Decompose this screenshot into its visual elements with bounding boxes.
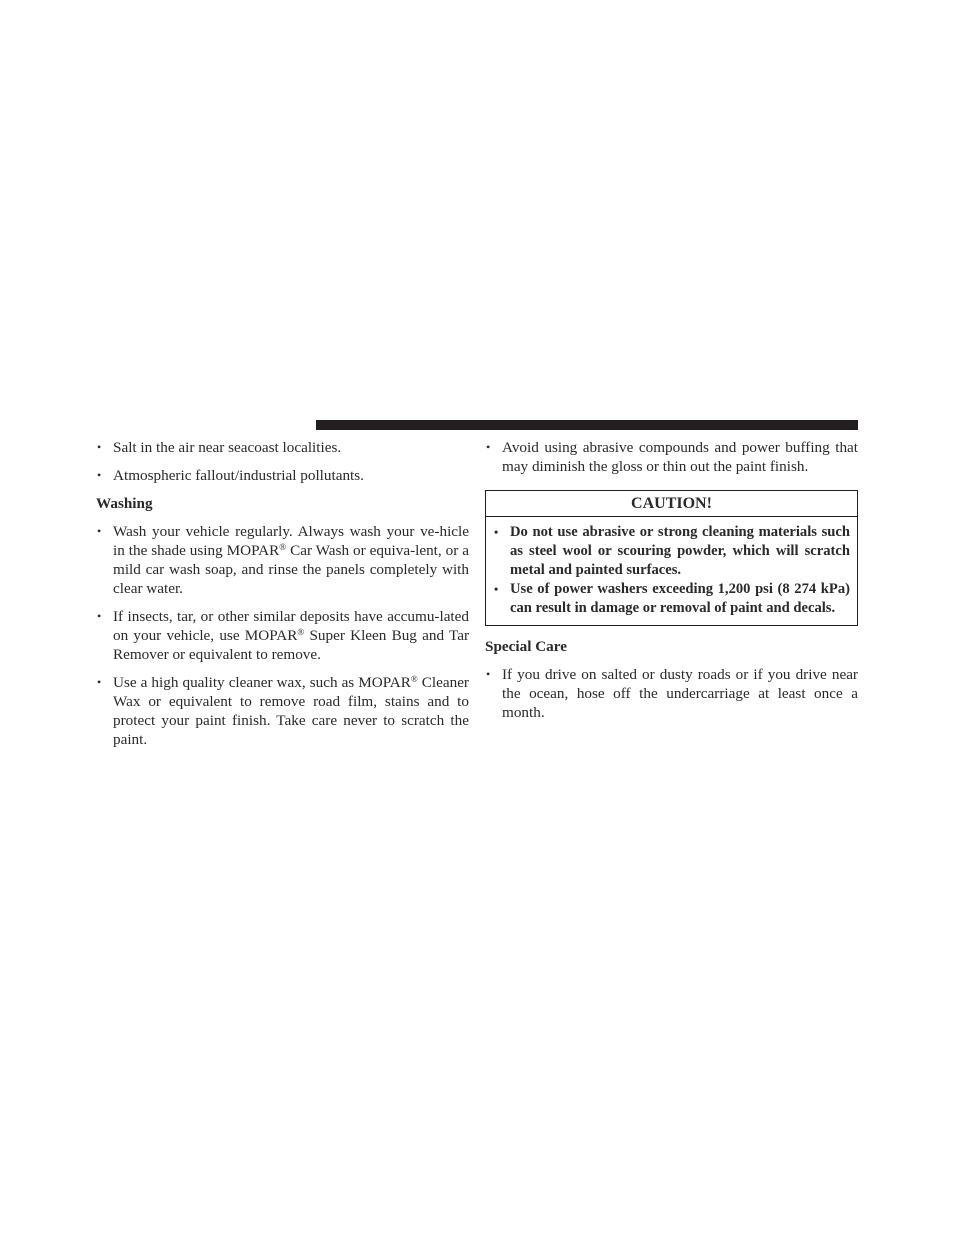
list-item: • If you drive on salted or dusty roads or if you drive near the ocean, hose off the undercarriage at least once a month. (486, 666, 858, 721)
left-column (96, 438, 469, 749)
caution-item: • Do not use abrasive or strong cleaning materials such as steel wool or scouring powder, which will scratch metal and painted surfaces. (494, 524, 850, 578)
list-item: • If insects, tar, or other similar deposits have accumu-lated on your vehicle, use MOPAR® Super Kleen Bug and Tar Remover or equivalent to remove. (97, 608, 469, 663)
section-heading-special-care: Special Care (485, 638, 567, 655)
header-rule (316, 420, 858, 430)
registered-mark: ® (279, 542, 287, 552)
bullet-icon: • (97, 440, 102, 454)
list-item: • Avoid using abrasive compounds and power buffing that may diminish the gloss or thin out the paint finish. (486, 439, 858, 475)
caution-body (486, 517, 857, 625)
caution-item: • Use of power washers exceeding 1,200 psi (8 274 kPa) can result in damage or removal of paint and decals. (494, 581, 850, 616)
list-item: • Atmospheric fallout/industrial pollutants. (97, 467, 364, 484)
bullet-icon: • (97, 675, 102, 689)
registered-mark: ® (410, 674, 418, 684)
caution-box (485, 490, 858, 626)
bullet-icon: • (97, 524, 102, 538)
bullet-icon: • (494, 582, 499, 596)
list-item: • Use a high quality cleaner wax, such as MOPAR® Cleaner Wax or equivalent to remove road film, stains and to protect your paint finish. Take care never to scratch the paint. (97, 674, 469, 748)
list-item: • Wash your vehicle regularly. Always wash your ve-hicle in the shade using MOPAR® Car Wash or equiva-lent, or a mild car wash soap, and rinse the panels completely with clear water. (97, 523, 469, 597)
bullet-icon: • (97, 468, 102, 482)
bullet-icon: • (97, 609, 102, 623)
list-item: • Salt in the air near seacoast localities. (97, 439, 342, 456)
registered-mark: ® (297, 627, 305, 637)
bullet-icon: • (494, 525, 499, 539)
right-column (485, 438, 858, 722)
section-heading-washing: Washing (96, 495, 153, 512)
caution-title: CAUTION! (486, 491, 857, 517)
bullet-icon: • (486, 440, 491, 454)
bullet-icon: • (486, 667, 491, 681)
